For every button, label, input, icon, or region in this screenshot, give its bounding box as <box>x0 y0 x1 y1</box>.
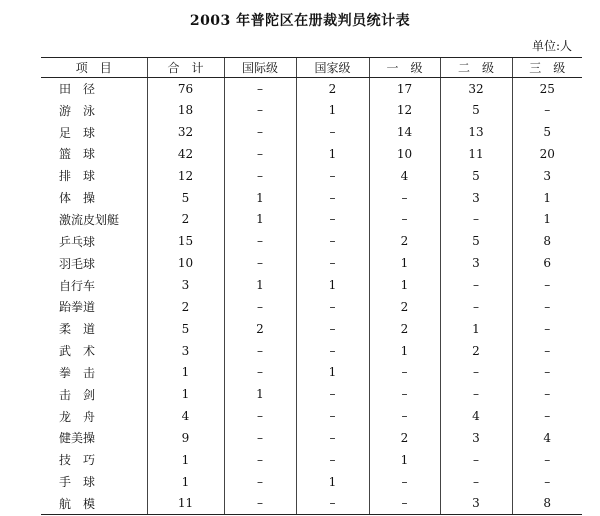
cell-level-3: 5 <box>512 121 582 143</box>
header-cell: 二 级 <box>440 58 512 78</box>
cell-national: – <box>296 230 369 252</box>
cell-total: 2 <box>147 209 224 231</box>
cell-level-2: 5 <box>440 99 512 121</box>
table-row <box>41 383 582 405</box>
cell-level-3: – <box>512 99 582 121</box>
row-label: 排 球 <box>59 169 96 184</box>
row-label: 游 泳 <box>59 103 96 118</box>
cell-level-1: 17 <box>369 78 440 100</box>
cell-national: – <box>296 427 369 449</box>
cell-level-1: 2 <box>369 230 440 252</box>
row-label: 武 术 <box>59 344 96 359</box>
cell-level-1: 14 <box>369 121 440 143</box>
cell-level-3: 3 <box>512 165 582 187</box>
table-row <box>41 165 582 187</box>
cell-level-2: 5 <box>440 230 512 252</box>
cell-level-1: 10 <box>369 143 440 165</box>
cell-international: – <box>224 252 296 274</box>
table-row <box>41 143 582 165</box>
cell-international: – <box>224 121 296 143</box>
table-row <box>41 361 582 383</box>
cell-international: 2 <box>224 318 296 340</box>
cell-level-2: 2 <box>440 340 512 362</box>
row-label: 乒乓球 <box>59 234 96 249</box>
cell-national: – <box>296 449 369 471</box>
cell-total: 10 <box>147 252 224 274</box>
row-label: 自行车 <box>59 278 96 293</box>
cell-level-2: – <box>440 471 512 493</box>
cell-national: – <box>296 187 369 209</box>
header-cell: 合 计 <box>147 58 224 78</box>
row-label: 跆拳道 <box>59 300 96 315</box>
cell-level-2: 3 <box>440 252 512 274</box>
cell-level-2: – <box>440 296 512 318</box>
cell-total: 3 <box>147 340 224 362</box>
cell-national: – <box>296 405 369 427</box>
row-label: 田 径 <box>59 82 96 97</box>
cell-national: 1 <box>296 143 369 165</box>
cell-total: 5 <box>147 187 224 209</box>
table-row <box>41 449 582 471</box>
cell-level-2: – <box>440 383 512 405</box>
cell-level-1: 12 <box>369 99 440 121</box>
cell-level-1: – <box>369 209 440 231</box>
cell-national: 1 <box>296 361 369 383</box>
table-row <box>41 340 582 362</box>
header-cell: 国家级 <box>296 58 369 78</box>
row-label: 健美操 <box>59 431 96 446</box>
row-label: 航 模 <box>41 493 147 515</box>
cell-level-1: – <box>369 471 440 493</box>
cell-international: – <box>224 405 296 427</box>
cell-national: – <box>296 383 369 405</box>
cell-total: 3 <box>147 274 224 296</box>
cell-level-1: – <box>369 383 440 405</box>
cell-national: – <box>296 340 369 362</box>
cell-level-2: 3 <box>440 187 512 209</box>
cell-level-3: 6 <box>512 252 582 274</box>
cell-national: – <box>296 121 369 143</box>
cell-level-2: 1 <box>440 318 512 340</box>
cell-level-3: 20 <box>512 143 582 165</box>
cell-level-1: – <box>369 361 440 383</box>
referee-stats-table <box>41 57 582 515</box>
row-label: 龙 舟 <box>59 409 96 424</box>
row-label: 击 剑 <box>59 387 96 402</box>
row-label: 手 球 <box>59 475 96 490</box>
table-row <box>41 230 582 252</box>
cell-level-1: 1 <box>369 449 440 471</box>
cell-level-2: 32 <box>440 78 512 100</box>
header-cell: 一 级 <box>369 58 440 78</box>
cell-total: 15 <box>147 230 224 252</box>
cell-level-1: 4 <box>369 165 440 187</box>
table-row <box>41 471 582 493</box>
table-row <box>41 187 582 209</box>
cell-total: 42 <box>147 143 224 165</box>
table-row <box>41 99 582 121</box>
cell-level-1: – <box>369 493 440 515</box>
cell-total: 1 <box>147 449 224 471</box>
row-label: 拳 击 <box>59 365 96 380</box>
cell-national: – <box>296 252 369 274</box>
cell-national: 2 <box>296 78 369 100</box>
cell-total: 1 <box>147 383 224 405</box>
row-label: 体 操 <box>59 191 96 206</box>
cell-national: 1 <box>296 274 369 296</box>
cell-total: 5 <box>147 318 224 340</box>
table-row <box>41 427 582 449</box>
table-row <box>41 318 582 340</box>
cell-level-2: – <box>440 274 512 296</box>
cell-level-1: – <box>369 405 440 427</box>
unit-label: 单位:人 <box>531 39 572 53</box>
header-cell: 项 目 <box>41 58 147 78</box>
table-row <box>41 252 582 274</box>
cell-international: – <box>224 427 296 449</box>
cell-international: – <box>224 143 296 165</box>
cell-total: 12 <box>147 165 224 187</box>
table-body <box>41 78 582 515</box>
cell-level-3: – <box>512 274 582 296</box>
table-row <box>41 121 582 143</box>
cell-level-2: 3 <box>440 493 512 515</box>
cell-level-3: – <box>512 449 582 471</box>
cell-international: – <box>224 471 296 493</box>
row-label: 足 球 <box>59 125 96 140</box>
table-row <box>41 296 582 318</box>
table-row <box>41 209 582 231</box>
cell-level-3: 8 <box>512 493 582 515</box>
cell-international: 1 <box>224 187 296 209</box>
cell-level-2: – <box>440 209 512 231</box>
cell-international: 1 <box>224 274 296 296</box>
row-label: 激流皮划艇 <box>59 212 120 227</box>
cell-international: 1 <box>224 209 296 231</box>
cell-national: – <box>296 296 369 318</box>
row-label: 羽毛球 <box>59 256 96 271</box>
cell-total: 32 <box>147 121 224 143</box>
cell-international: – <box>224 449 296 471</box>
cell-national: – <box>296 318 369 340</box>
cell-national: – <box>296 209 369 231</box>
cell-level-3: 25 <box>512 78 582 100</box>
cell-total: 18 <box>147 99 224 121</box>
cell-level-3: 1 <box>512 209 582 231</box>
cell-level-3: – <box>512 383 582 405</box>
cell-level-1: – <box>369 187 440 209</box>
table-title: 2003 年普陀区在册裁判员统计表 <box>189 13 411 29</box>
row-label: 篮 球 <box>59 147 96 162</box>
table-row <box>41 78 582 100</box>
cell-level-3: 8 <box>512 230 582 252</box>
cell-international: – <box>224 99 296 121</box>
cell-level-1: 2 <box>369 427 440 449</box>
cell-total: 1 <box>147 361 224 383</box>
cell-international: – <box>224 361 296 383</box>
cell-level-2: – <box>440 449 512 471</box>
table-row <box>41 274 582 296</box>
cell-total: 9 <box>147 427 224 449</box>
row-label: 技 巧 <box>59 453 96 468</box>
table-row <box>41 493 582 515</box>
cell-international: – <box>224 296 296 318</box>
cell-level-3: – <box>512 318 582 340</box>
header-cell: 三 级 <box>512 58 582 78</box>
cell-total: 4 <box>147 405 224 427</box>
cell-level-3: – <box>512 296 582 318</box>
cell-level-3: 4 <box>512 427 582 449</box>
cell-level-2: 11 <box>440 143 512 165</box>
cell-international: – <box>224 230 296 252</box>
cell-level-1: 1 <box>369 340 440 362</box>
cell-level-1: 1 <box>369 274 440 296</box>
cell-level-3: – <box>512 405 582 427</box>
cell-level-2: 3 <box>440 427 512 449</box>
cell-level-1: 2 <box>369 296 440 318</box>
cell-level-1: 2 <box>369 318 440 340</box>
cell-level-2: 5 <box>440 165 512 187</box>
cell-international: 1 <box>224 383 296 405</box>
cell-total: 11 <box>147 493 224 515</box>
cell-national: 1 <box>296 99 369 121</box>
cell-international: – <box>224 493 296 515</box>
cell-international: – <box>224 165 296 187</box>
cell-international: – <box>224 340 296 362</box>
cell-total: 76 <box>147 78 224 100</box>
cell-national: – <box>296 493 369 515</box>
cell-level-1: 1 <box>369 252 440 274</box>
cell-level-2: 13 <box>440 121 512 143</box>
table-row <box>41 405 582 427</box>
header-row <box>41 58 582 78</box>
cell-national: 1 <box>296 471 369 493</box>
cell-level-3: 1 <box>512 187 582 209</box>
cell-level-3: – <box>512 361 582 383</box>
cell-level-3: – <box>512 471 582 493</box>
cell-total: 2 <box>147 296 224 318</box>
cell-level-2: 4 <box>440 405 512 427</box>
row-label: 柔 道 <box>59 322 96 337</box>
cell-international: – <box>224 78 296 100</box>
cell-national: – <box>296 165 369 187</box>
header-cell: 国际级 <box>224 58 296 78</box>
cell-level-3: – <box>512 340 582 362</box>
cell-total: 1 <box>147 471 224 493</box>
cell-level-2: – <box>440 361 512 383</box>
